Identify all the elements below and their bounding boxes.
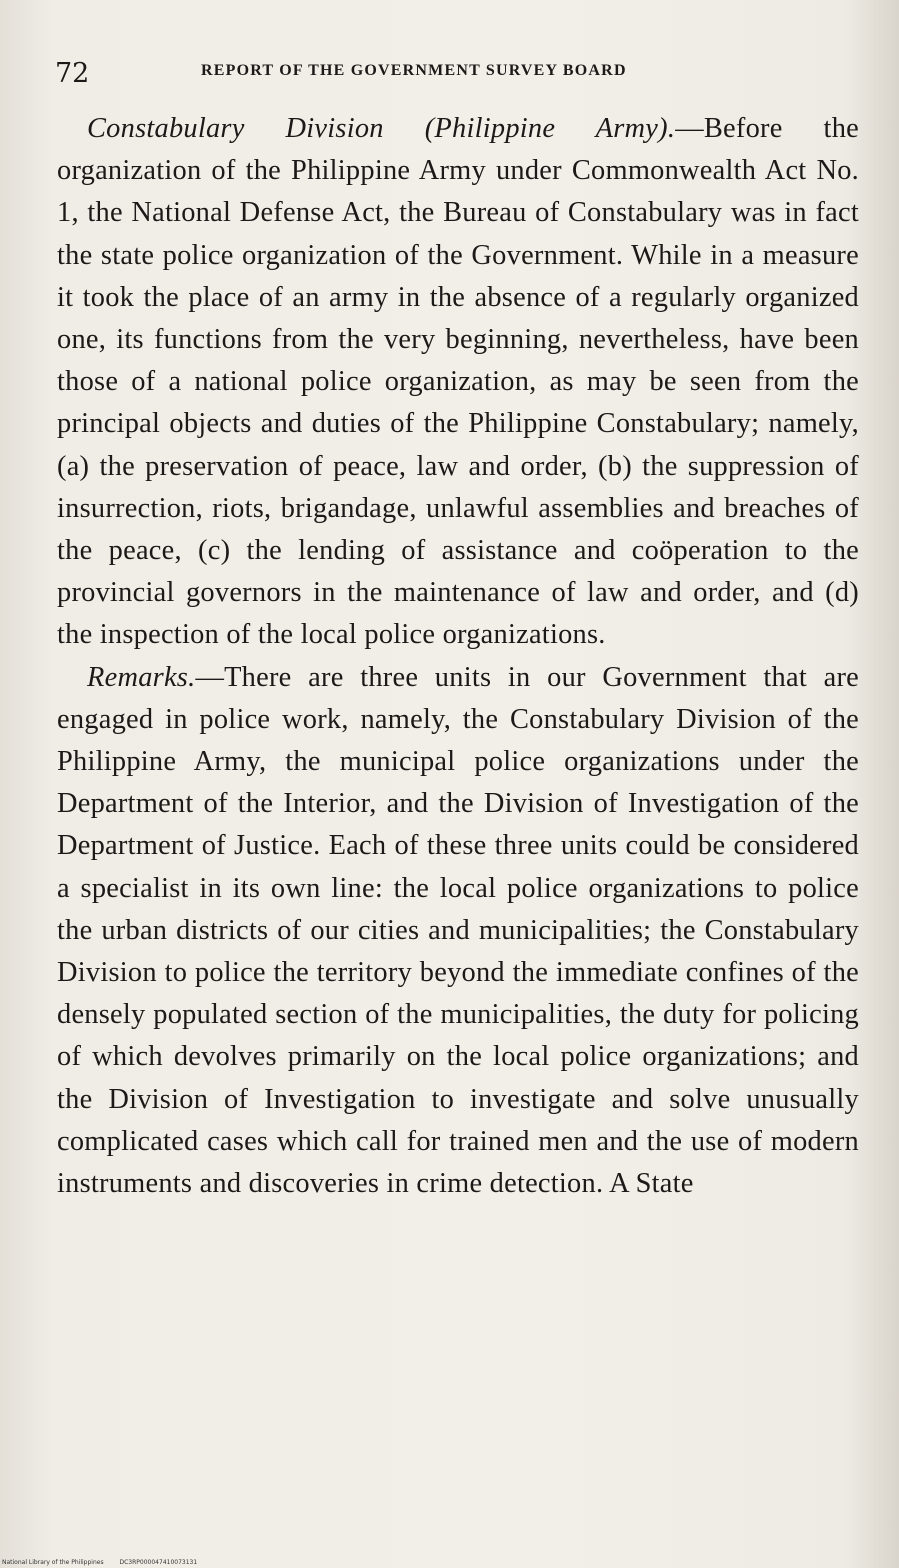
scan-footer	[2, 1559, 211, 1566]
body-text	[57, 108, 859, 1205]
paragraph-constabulary-division	[57, 108, 859, 657]
page-header	[55, 58, 855, 98]
page-number: 72	[55, 58, 90, 89]
paragraph-heading: Constabulary Division (Philippine Army).	[87, 113, 676, 144]
paragraph-heading: Remarks.	[87, 661, 196, 693]
footer-library: National Library of the Philippines	[2, 1559, 104, 1566]
paragraph-remarks	[57, 657, 859, 1206]
paragraph-body: —Before the organization of the Philippine Army under Commonwealth Act No. 1, the National Defense Act, the Bureau of Constabulary was in fact the state police organization of the Government. While in a measure it took the place of an army in the absence of a regularly organized one, its functions from the very beginning, nevertheless, have been those of a national police organization, as may be seen from the principal objects and duties of the Philippine Constabulary; namely, (a) the preservation of peace, law and order, (b) the suppression of insurrection, riots, brigandage, unlawful assemblies and breaches of the peace, (c) the lending of assistance and coöperation to the provincial governors in the maintenance of law and order, and (d) the inspection of the local police organizations.	[57, 113, 859, 651]
footer-code: DC3RP000047410073131	[119, 1559, 198, 1566]
running-title: REPORT OF THE GOVERNMENT SURVEY BOARD	[201, 62, 627, 79]
paragraph-body: —There are three units in our Government that are engaged in police work, namely, the Constabulary Division of the Philippine Army, the municipal police organizations under the Department of the Interior, and the Division of Investigation of the Department of Justice. Each of these three units could be considered a specialist in its own line: the local police organizations to police the urban districts of our cities and municipalities; the Constabulary Division to police the territory beyond the immediate confines of the densely populated section of the municipalities, the duty for policing of which devolves primarily on the local police organizations; and the Division of Investigation to investigate and solve unusually complicated cases which call for trained men and the use of modern instruments and discoveries in crime detection. A State	[57, 661, 859, 1200]
